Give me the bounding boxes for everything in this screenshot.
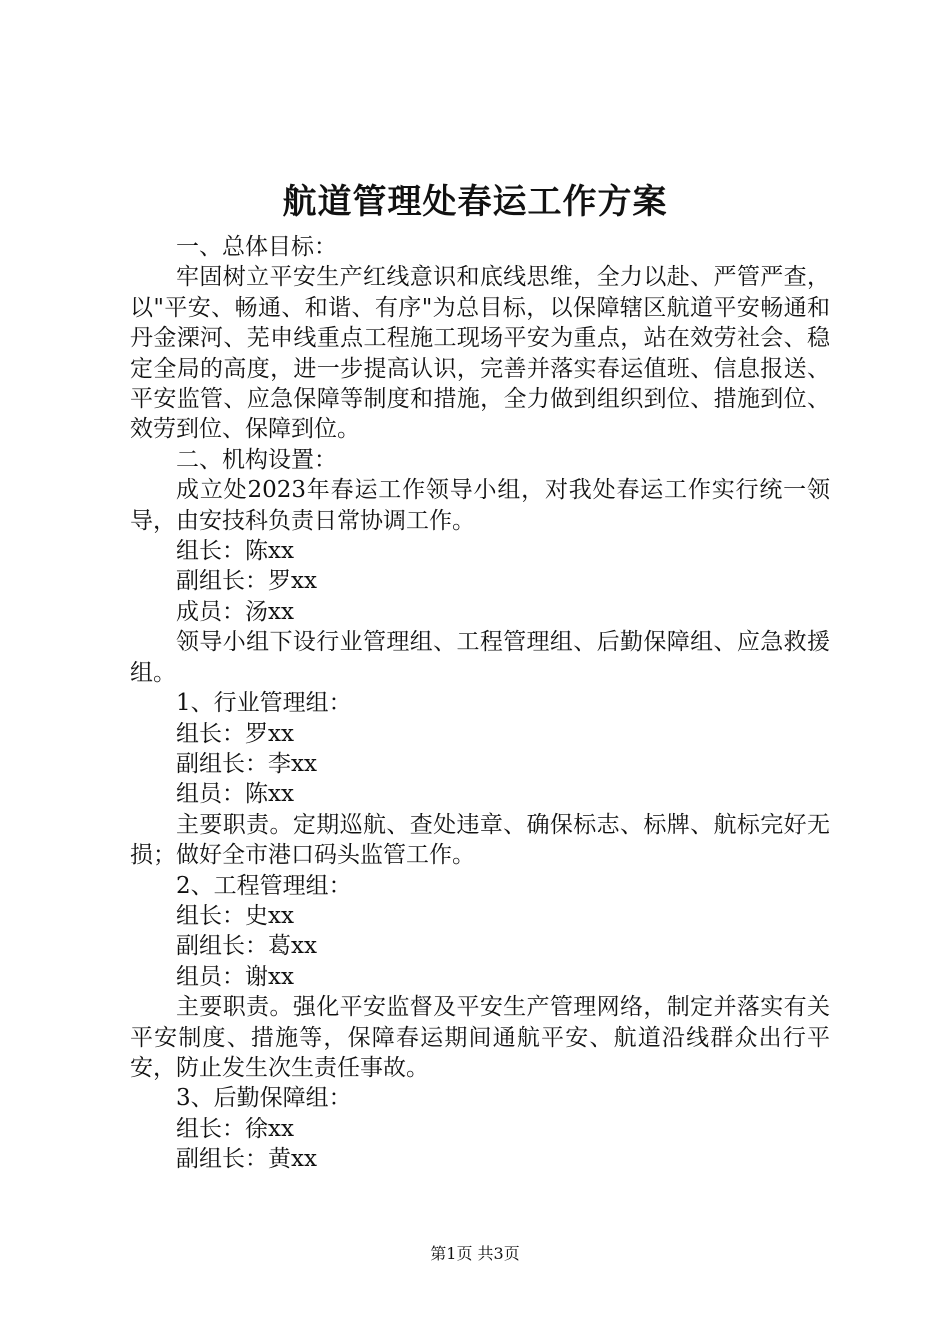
- deputy-leader-line: 副组长：罗xx: [176, 568, 317, 595]
- heading-industry-group: 1、行业管理组：: [176, 690, 352, 717]
- engineering-duties: 主要职责。强化平安监督及平安生产管理网络，制定并落实有关平安制度、措施等，保障春运期间通航平安、航道沿线群众出行平安，防止发生次生责任事故。: [130, 994, 830, 1081]
- heading-organization: 二、机构设置：: [176, 446, 337, 473]
- heading-overall-goal: 一、总体目标：: [176, 234, 337, 260]
- industry-member-line: 组员：陈xx: [176, 781, 294, 808]
- page-title: 航道管理处春运工作方案: [282, 182, 668, 222]
- engineering-deputy-line: 副组长：葛xx: [176, 933, 317, 960]
- leader-line: 组长：陈xx: [176, 538, 294, 565]
- logistics-leader-line: 组长：徐xx: [176, 1115, 294, 1142]
- logistics-deputy-line: 副组长：黄xx: [176, 1146, 317, 1173]
- page-footer: 第1页 共3页: [430, 1244, 520, 1263]
- industry-duties: 主要职责。定期巡航、查处违章、确保标志、标牌、航标完好无损；做好全市港口码头监管工作。: [130, 811, 830, 869]
- engineering-member-line: 组员：谢xx: [176, 963, 294, 990]
- paragraph-overall-goal: 牢固树立平安生产红线意识和底线思维，全力以赴、严管严查，以"平安、畅通、和谐、有序"为总目标，以保障辖区航道平安畅通和丹金溧河、芜申线重点工程施工现场平安为重点，站在效劳社会、稳定全局的高度，进一步提高认识，完善并落实春运值班、信息报送、平安监管、应急保障等制度和措施，全力做到组织到位、措施到位、效劳到位、保障到位。: [130, 264, 830, 443]
- heading-engineering-group: 2、工程管理组：: [176, 872, 352, 899]
- paragraph-subgroups: 领导小组下设行业管理组、工程管理组、后勤保障组、应急救援组。: [130, 629, 830, 686]
- industry-leader-line: 组长：罗xx: [176, 720, 294, 747]
- heading-logistics-group: 3、后勤保障组：: [176, 1085, 352, 1112]
- member-line: 成员：汤xx: [176, 598, 294, 625]
- industry-deputy-line: 副组长：李xx: [176, 750, 317, 777]
- paragraph-leading-group: 成立处2023年春运工作领导小组，对我处春运工作实行统一领导，由安技科负责日常协调工作。: [130, 477, 830, 534]
- engineering-leader-line: 组长：史xx: [176, 902, 294, 929]
- document-body: [130, 232, 830, 1175]
